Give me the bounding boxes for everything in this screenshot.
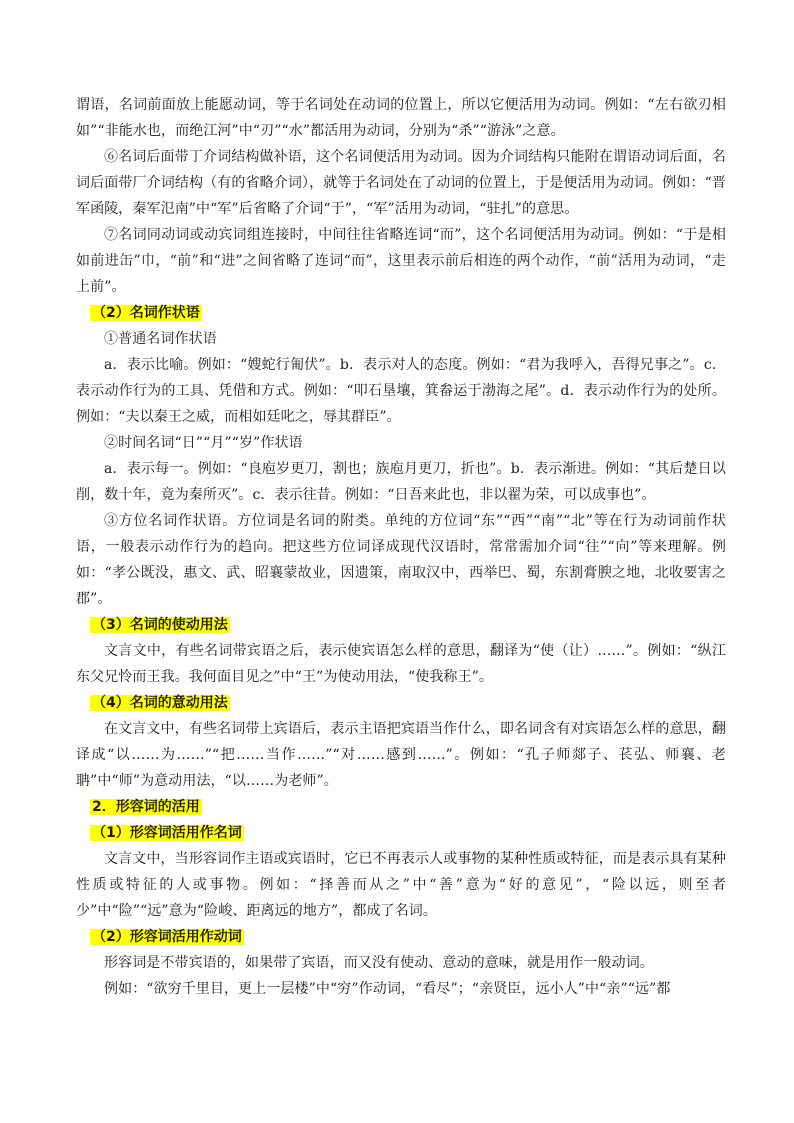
heading-highlight: 2．形容词的活用: [92, 799, 200, 815]
section-heading: [76, 820, 726, 846]
body-paragraph: a．表示每一。例如：“良庖岁更刀，割也；族庖月更刀，折也”。b．表示渐进。例如：“其后楚日以削，数十年，竟为秦所灭”。c．表示往昔。例如：“日吾来此也，非以翟为荣，可以成事也”。: [76, 461, 726, 503]
body-paragraph: 谓语，名词前面放上能愿动词，等于名词处在动词的位置上，所以它便活用为动词。例如：“左右欲刃相如”“非能水也，而绝江河”中“刃”“水”都活用为动词，分别为“杀”“游泳”之意。: [76, 97, 726, 139]
body-paragraph: 文言文中，当形容词作主语或宾语时，它已不再表示人或事物的某种性质或特征，而是表示具有某种性质或特征的人或事物。例如：“择善而从之”中“善”意为“好的意见”，“险以远，则至者少”中“险”“远”意为“险峻、距离远的地方”，都成了名词。: [76, 851, 726, 919]
body-paragraph: ①普通名词作状语: [104, 331, 217, 347]
body-paragraph: 文言文中，有些名词带宾语之后，表示使宾语怎么样的意思，翻译为“使（让）……”。例如：“纵江东父兄怜而王我。我何面目见之”中“王”为使动用法，“使我称王”。: [76, 643, 726, 685]
body-paragraph: 例如：“欲穷千里目，更上一层楼”中“穷”作动词，“看尽”；“亲贤臣，远小人”中“亲”“远”都: [104, 981, 671, 997]
body-paragraph: ⑥名词后面带丁介词结构做补语，这个名词便活用为动词。因为介词结构只能附在谓语动词后面，名词后面带厂介词结构（有的省略介词），就等于名词处在了动词的位置上，于是便活用为动词。例如：“晋军函陵，秦军氾南”中“军”后省略了介词“于”，“军”活用为动词，“驻扎”的意思。: [76, 149, 726, 217]
body-paragraph: 形容词是不带宾语的，如果带了宾语，而又没有使动、意动的意味，就是用作一般动词。: [104, 955, 654, 971]
body-paragraph: ②时间名词“日”“月”“岁”作状语: [104, 435, 303, 451]
heading-highlight: （4）名词的意动用法: [92, 695, 228, 711]
section-heading: [76, 924, 726, 950]
section-heading: [76, 690, 726, 716]
heading-highlight: （2）形容词活用作动词: [92, 929, 242, 945]
body-paragraph: 在文言文中，有些名词带上宾语后，表示主语把宾语当作什么，即名词含有对宾语怎么样的意思，翻译成“以……为……”“把……当作……”“对……感到……”。例如：“孔子师郯子、苌弘、师襄、老聃”中“师”为意动用法，“以……为老师”。: [76, 721, 726, 789]
section-heading: [76, 612, 726, 638]
heading-highlight: （1）形容词活用作名词: [92, 825, 242, 841]
heading-highlight: （2）名词作状语: [92, 305, 200, 321]
heading-highlight: （3）名词的使动用法: [92, 617, 228, 633]
document-body: [76, 92, 726, 1002]
body-paragraph: a．表示比喻。例如：“嫂蛇行匍伏”。b．表示对人的态度。例如：“君为我呼入，吾得兄事之”。c．表示动作行为的工具、凭借和方式。例如：“叩石垦壤，箕畚运于渤海之尾”。d．表示动作行为的处所。例如：“夫以秦王之威，而相如廷叱之，辱其群臣”。: [76, 357, 726, 425]
section-heading: [76, 794, 726, 820]
body-paragraph: ③方位名词作状语。方位词是名词的附类。单纯的方位词“东”“西”“南”“北”等在行为动词前作状语，一般表示动作行为的趋向。把这些方位词译成现代汉语时，常常需加介词“往”“向”等来理解。例如：“孝公既没，惠文、武、昭襄蒙故业，因遗策，南取汉中，西举巴、蜀，东割膏腴之地，北收要害之郡”。: [76, 513, 726, 607]
section-heading: [76, 300, 726, 326]
body-paragraph: ⑦名词同动词或动宾词组连接时，中间往往省略连词“而”，这个名词便活用为动词。例如：“于是相如前进缶”巾，“前”和“进”之间省略了连词“而”，这里表示前后相连的两个动作，“前”活用为动词，“走上前”。: [76, 227, 726, 295]
